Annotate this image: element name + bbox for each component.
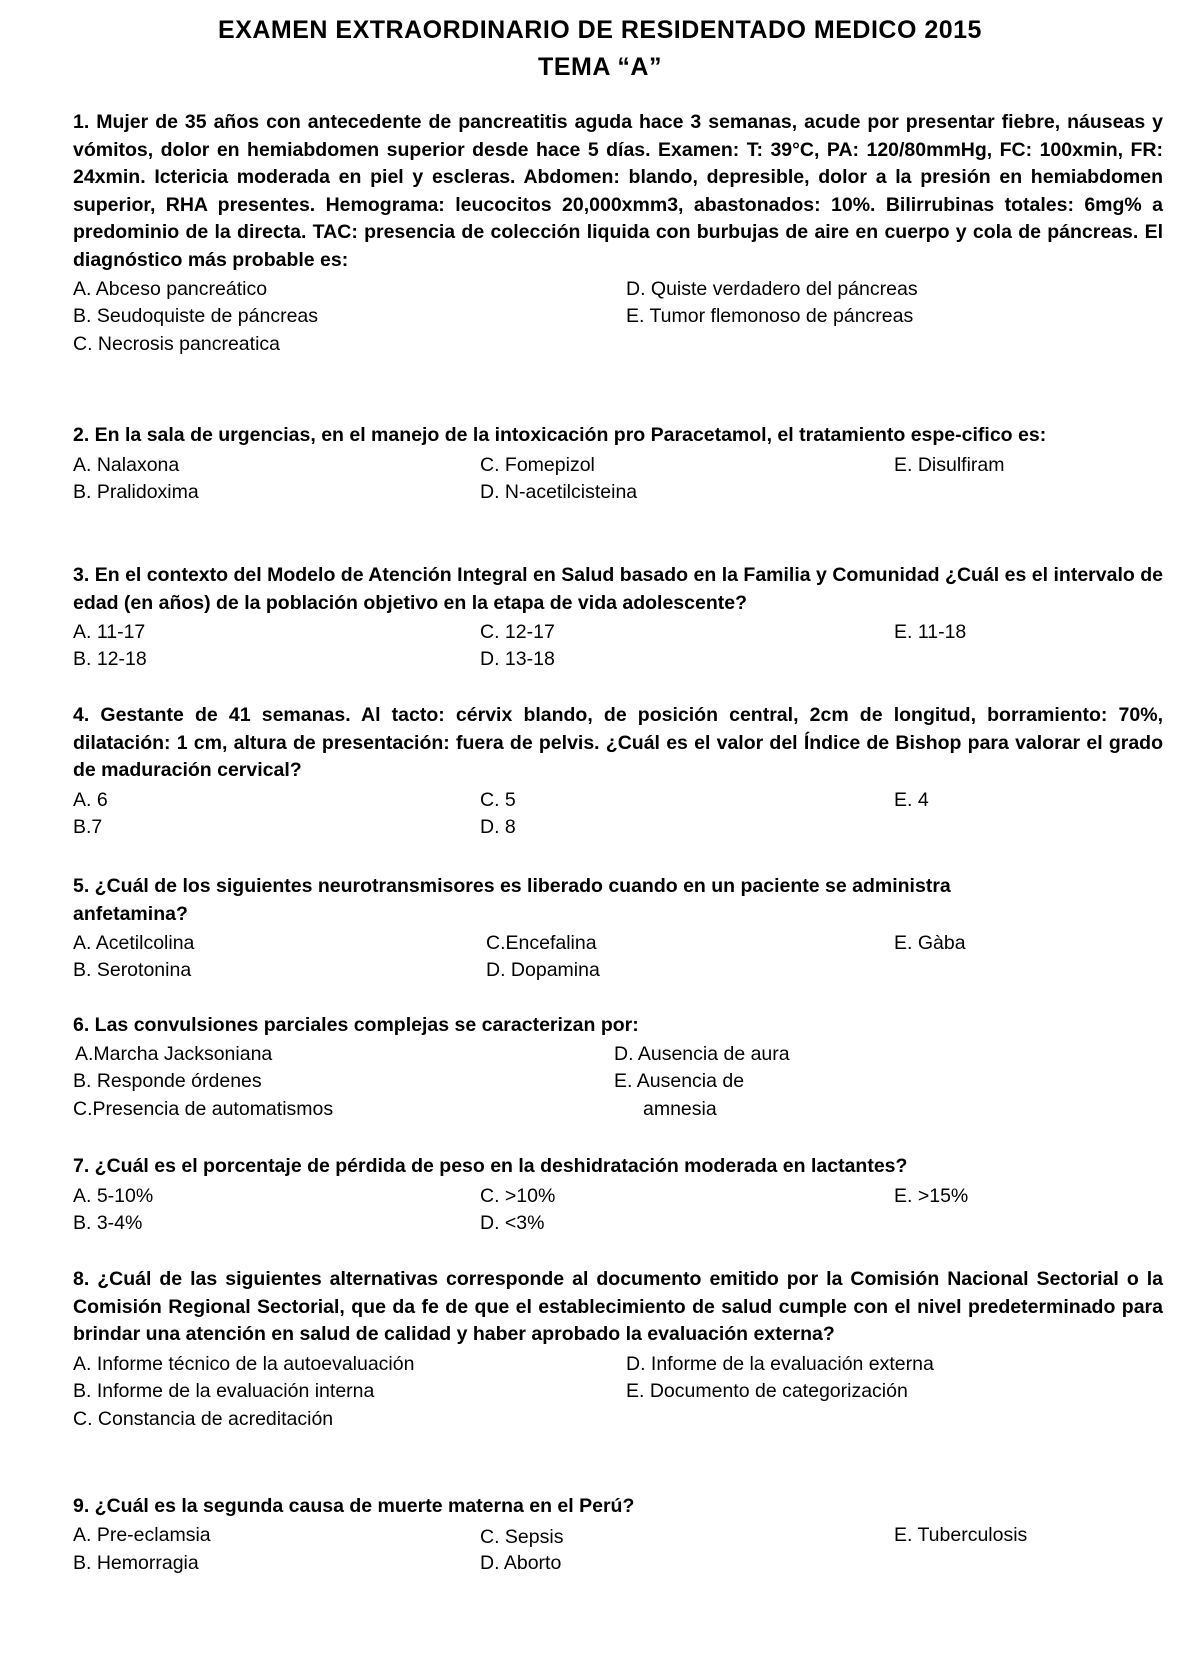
- option-c: C. >10%: [480, 1184, 556, 1207]
- option-a: A. 5-10%: [73, 1184, 154, 1207]
- question-7: [73, 1153, 1163, 1234]
- question-stem: 8. ¿Cuál de las siguientes alternativas corresponde al documento emitido por la Comisión Nacional Sectorial o la Comisión Regional Sectorial, que da fe de que el establecimiento de salud cumple con el nivel predeterminado para brindar una atención en salud de calidad y haber aprobado la evaluación externa?: [73, 1268, 1163, 1345]
- question-stem: 3. En el contexto del Modelo de Atención Integral en Salud basado en la Familia y Comunidad ¿Cuál es el intervalo de edad (en años) de la población objetivo en la etapa de vida adolescente?: [73, 564, 1163, 614]
- option-b: B. Informe de la evaluación interna: [73, 1379, 375, 1402]
- question-stem: 6. Las convulsiones parciales complejas se caracterizan por:: [73, 1014, 639, 1036]
- option-b: B. Hemorragia: [73, 1551, 199, 1574]
- option-c: C. 5: [480, 788, 516, 811]
- question-8: [73, 1266, 1163, 1430]
- exam-title: EXAMEN EXTRAORDINARIO DE RESIDENTADO MEDICO 2015: [218, 16, 982, 44]
- option-d: D. 13-18: [480, 648, 555, 670]
- question-6: [73, 1012, 1163, 1120]
- option-e: E. 11-18: [894, 621, 967, 643]
- option-d: D. 8: [480, 815, 516, 838]
- option-a: A. 11-17: [73, 621, 146, 643]
- option-b: B. 3-4%: [73, 1211, 143, 1234]
- question-stem: 5. ¿Cuál de los siguientes neurotransmisores es liberado cuando en un paciente se administra anfetamina?: [73, 875, 951, 925]
- question-stem: 4. Gestante de 41 semanas. Al tacto: cérvix blando, de posición central, 2cm de longitud, borramiento: 70%, dilatación: 1 cm, altura de presentación: fuera de pelvis. ¿Cuál es el valor del Índice de Bishop para valorar el grado de maduración cervical?: [73, 704, 1163, 781]
- option-b: B. Serotonina: [73, 959, 192, 981]
- option-e: E. Disulfiram: [894, 453, 1005, 476]
- option-d: D. <3%: [480, 1211, 545, 1234]
- question-stem: 7. ¿Cuál es el porcentaje de pérdida de peso en la deshidratación moderada en lactantes?: [73, 1155, 908, 1177]
- exam-subtitle: TEMA “A”: [538, 53, 662, 81]
- option-d: D. Ausencia de aura: [614, 1042, 790, 1065]
- option-a: A. Nalaxona: [73, 453, 180, 476]
- option-a: A. Acetilcolina: [73, 932, 195, 954]
- option-c: C. Sepsis: [480, 1525, 564, 1548]
- option-d: D. N-acetilcisteina: [480, 480, 638, 503]
- option-a: A. 6: [73, 788, 108, 811]
- option-e: E. Tuberculosis: [894, 1523, 1028, 1546]
- question-stem: 9. ¿Cuál es la segunda causa de muerte materna en el Perú?: [73, 1495, 635, 1517]
- question-2: [73, 422, 1103, 503]
- question-3: [73, 562, 1163, 670]
- option-e-continued: amnesia: [643, 1097, 717, 1120]
- question-1: [73, 109, 1163, 355]
- question-9: [73, 1493, 1163, 1574]
- option-a: A. Pre-eclamsia: [73, 1523, 211, 1546]
- option-e: E. Ausencia de: [614, 1069, 745, 1092]
- option-d: D. Informe de la evaluación externa: [626, 1352, 934, 1375]
- option-c: C. Constancia de acreditación: [73, 1407, 334, 1430]
- option-a: A. Abceso pancreático: [73, 278, 268, 300]
- option-d: D. Dopamina: [486, 959, 600, 981]
- option-a: A.Marcha Jacksoniana: [75, 1042, 273, 1065]
- option-b: B.7: [73, 815, 103, 838]
- option-c: C. 12-17: [480, 621, 555, 643]
- option-b: B. Pralidoxima: [73, 480, 199, 503]
- option-e: E. >15%: [894, 1184, 969, 1207]
- question-stem: 1. Mujer de 35 años con antecedente de pancreatitis aguda hace 3 semanas, acude por presentar fiebre, náuseas y vómitos, dolor en hemiabdomen superior desde hace 5 días. Examen: T: 39°C, PA: 120/80mmHg, FC: 100xmin, FR: 24xmin. Ictericia moderada en piel y escleras. Abdomen: blando, depresible, dolor a la presión en hemiabdomen superior, RHA presentes. Hemograma: leucocitos 20,000xmm3, abastonados: 10%. Bilirrubinas totales: 6mg% a predominio de la directa. TAC: presencia de colección liquida con burbujas de aire en cuerpo y cola de páncreas. El diagnóstico más probable es:: [73, 111, 1163, 271]
- option-e: E. 4: [894, 788, 929, 811]
- option-b: B. Responde órdenes: [73, 1069, 262, 1092]
- option-e: E. Gàba: [894, 932, 966, 954]
- question-4: [73, 702, 1163, 838]
- option-e: E. Tumor flemonoso de páncreas: [626, 305, 914, 327]
- option-c: C.Encefalina: [486, 932, 597, 954]
- option-b: B. 12-18: [73, 648, 147, 670]
- option-b: B. Seudoquiste de páncreas: [73, 305, 319, 327]
- option-c: C. Fomepizol: [480, 453, 595, 476]
- option-d: D. Aborto: [480, 1551, 562, 1574]
- option-c: C. Necrosis pancreatica: [73, 333, 280, 355]
- option-c: C.Presencia de automatismos: [73, 1097, 334, 1120]
- option-e: E. Documento de categorización: [626, 1379, 908, 1402]
- option-d: D. Quiste verdadero del páncreas: [626, 278, 918, 300]
- question-5: [73, 873, 1053, 981]
- option-a: A. Informe técnico de la autoevaluación: [73, 1352, 415, 1375]
- question-stem: 2. En la sala de urgencias, en el manejo de la intoxicación pro Paracetamol, el tratamiento espe-cifico es:: [73, 424, 1047, 446]
